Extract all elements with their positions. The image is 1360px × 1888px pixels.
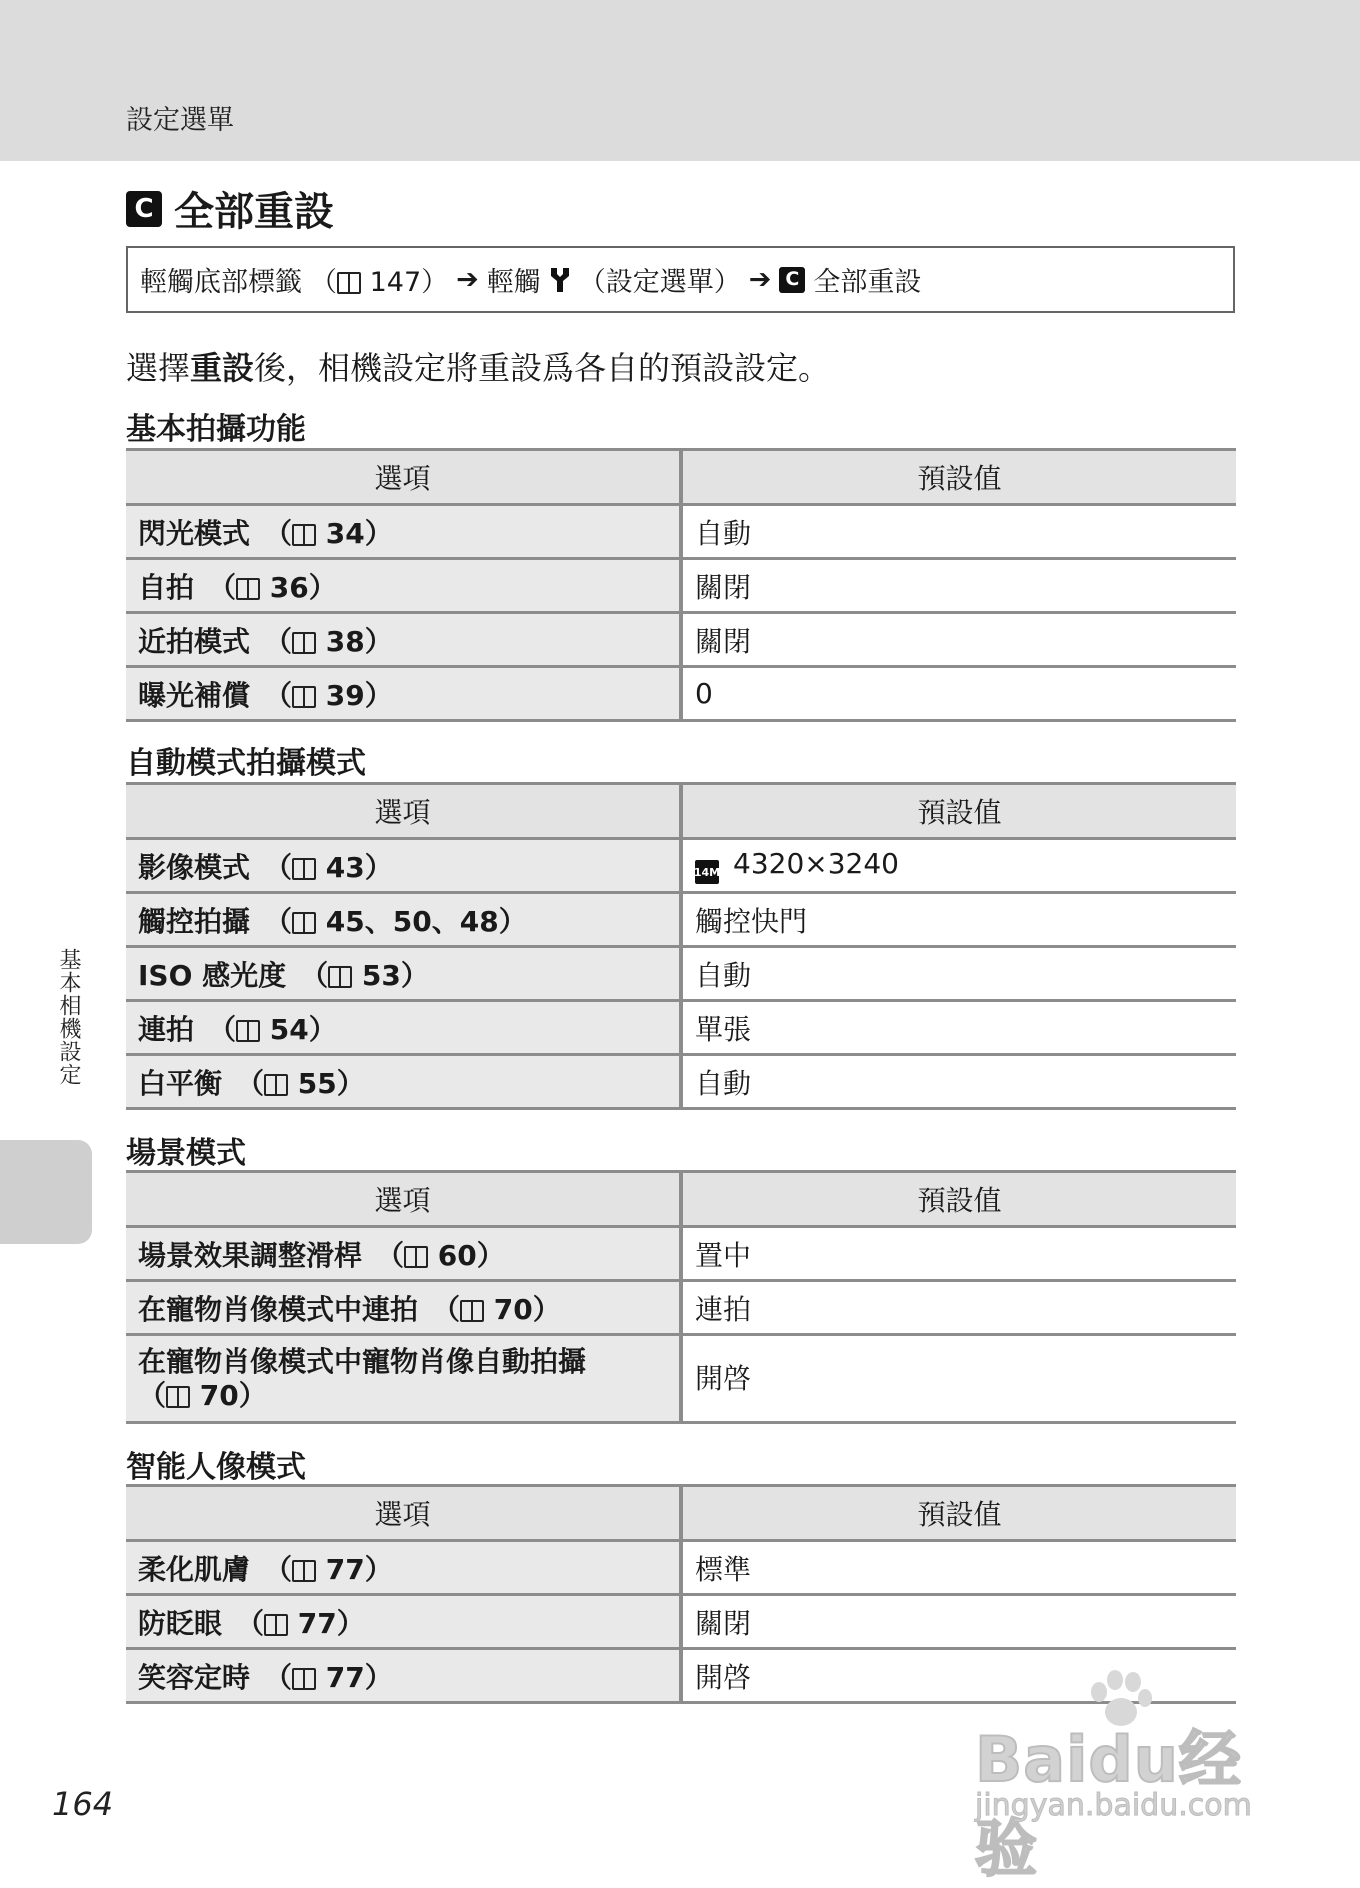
table-row — [126, 1055, 1236, 1109]
default-value-cell — [681, 667, 1236, 721]
baidu-watermark — [965, 1670, 1285, 1885]
option-cell — [126, 1649, 681, 1703]
default-value: 0 — [695, 677, 713, 710]
nav-step2-paren: （設定選單） — [578, 267, 741, 298]
watermark-main-text: Baidu经验 — [975, 1723, 1242, 1885]
column-header-option: 選項 — [126, 450, 681, 505]
default-value: 連拍 — [695, 1292, 752, 1326]
image-size-icon: 14M — [695, 860, 719, 884]
table-row — [126, 1335, 1236, 1423]
default-value-cell — [681, 839, 1236, 893]
default-value: 單張 — [695, 1012, 752, 1046]
default-value-cell — [681, 1595, 1236, 1649]
table-row — [126, 893, 1236, 947]
table-row — [126, 1541, 1236, 1595]
wrench-icon — [549, 267, 571, 293]
option-label: 觸控拍攝 — [138, 904, 251, 938]
table-row — [126, 839, 1236, 893]
table-row — [126, 613, 1236, 667]
option-cell — [126, 667, 681, 721]
page-reference: （ 45、50、48） — [250, 904, 527, 938]
default-value: 自動 — [695, 1066, 752, 1100]
option-cell — [126, 559, 681, 613]
page-reference: （ 43） — [250, 850, 393, 884]
settings-table — [126, 782, 1236, 1110]
option-cell — [126, 505, 681, 559]
default-value: 自動 — [695, 958, 752, 992]
book-icon — [337, 272, 361, 294]
book-icon — [292, 686, 316, 708]
option-cell — [126, 893, 681, 947]
book-icon — [292, 912, 316, 934]
page-number: 164 — [52, 1785, 114, 1823]
book-icon — [292, 524, 316, 546]
option-label: 在寵物肖像模式中連拍 — [138, 1292, 419, 1326]
nav-step1: 輕觸底部標籤 — [140, 267, 302, 298]
book-icon — [292, 858, 316, 880]
book-icon — [166, 1386, 190, 1408]
column-header-option: 選項 — [126, 784, 681, 839]
section-title: 自動模式拍攝模式 — [126, 746, 366, 781]
default-value-cell — [681, 947, 1236, 1001]
settings-table — [126, 448, 1236, 722]
option-cell — [126, 1281, 681, 1335]
default-value: 觸控快門 — [695, 904, 808, 938]
default-value: 開啓 — [695, 1660, 752, 1694]
default-value: 4320×3240 — [733, 846, 899, 880]
table-row — [126, 505, 1236, 559]
default-value: 自動 — [695, 516, 752, 550]
table-row — [126, 1227, 1236, 1281]
book-icon — [264, 1614, 288, 1636]
table-row — [126, 1001, 1236, 1055]
column-header-default: 預設值 — [681, 784, 1236, 839]
page-reference: （ 77） — [250, 1660, 393, 1694]
side-tab-label: 基本相機設定 — [56, 948, 81, 1086]
page-title-text: 全部重設 — [174, 189, 334, 235]
default-value-cell — [681, 1227, 1236, 1281]
option-label: ISO 感光度 — [138, 958, 287, 992]
book-icon — [292, 632, 316, 654]
option-cell — [126, 947, 681, 1001]
book-icon — [264, 1074, 288, 1096]
option-label: 近拍模式 — [138, 624, 251, 658]
book-icon — [236, 1020, 260, 1042]
settings-table — [126, 1170, 1236, 1424]
default-value-cell — [681, 1335, 1236, 1423]
page-reference: （ 60） — [362, 1238, 505, 1272]
option-label: 連拍 — [138, 1012, 195, 1046]
side-tab — [0, 1140, 92, 1244]
book-icon — [236, 578, 260, 600]
book-icon — [404, 1246, 428, 1268]
table-row — [126, 1281, 1236, 1335]
section-title: 基本拍攝功能 — [126, 412, 306, 447]
option-label: 白平衡 — [138, 1066, 223, 1100]
table-row — [126, 559, 1236, 613]
nav-step3: 全部重設 — [813, 267, 922, 298]
option-cell — [126, 1541, 681, 1595]
book-icon — [460, 1300, 484, 1322]
book-icon — [328, 966, 352, 988]
default-value-cell — [681, 1281, 1236, 1335]
section-title: 場景模式 — [126, 1136, 246, 1171]
option-cell — [126, 1055, 681, 1109]
page-reference: （ 34） — [250, 516, 393, 550]
default-value-cell — [681, 559, 1236, 613]
default-value: 標準 — [695, 1552, 752, 1586]
page-reference: （ 77） — [250, 1552, 393, 1586]
book-icon — [292, 1560, 316, 1582]
page-reference: （ 39） — [250, 678, 393, 712]
option-label: 影像模式 — [138, 850, 251, 884]
page-reference: （ 55） — [222, 1066, 365, 1100]
option-cell — [126, 613, 681, 667]
navigation-path-box — [126, 246, 1235, 313]
default-value: 關閉 — [695, 1606, 752, 1640]
option-label: 閃光模式 — [138, 516, 251, 550]
table-row — [126, 667, 1236, 721]
option-cell — [126, 839, 681, 893]
nav-step1-ref: （ 147） — [310, 267, 449, 298]
option-label: 曝光補償 — [138, 678, 251, 712]
page-reference: （ 38） — [250, 624, 393, 658]
page-reference: （ 70） — [138, 1378, 267, 1412]
option-label: 笑容定時 — [138, 1660, 251, 1694]
option-label: 場景效果調整滑桿 — [138, 1238, 363, 1272]
option-label: 防眨眼 — [138, 1606, 223, 1640]
option-cell — [126, 1335, 681, 1423]
column-header-default: 預設值 — [681, 1486, 1236, 1541]
option-cell — [126, 1595, 681, 1649]
default-value: 置中 — [695, 1238, 752, 1272]
option-label: 在寵物肖像模式中寵物肖像自動拍攝 — [138, 1344, 587, 1378]
column-header-default: 預設值 — [681, 450, 1236, 505]
page-reference: （ 53） — [286, 958, 429, 992]
intro-bold-reset: 重設 — [190, 349, 255, 387]
page-reference: （ 36） — [194, 570, 337, 604]
page-reference: （ 77） — [222, 1606, 365, 1640]
option-cell — [126, 1001, 681, 1055]
page-reference: （ 70） — [418, 1292, 561, 1326]
default-value-cell — [681, 505, 1236, 559]
option-cell — [126, 1227, 681, 1281]
setup-c-icon: C — [779, 267, 805, 293]
page-title — [126, 180, 334, 237]
table-row — [126, 1595, 1236, 1649]
default-value: 關閉 — [695, 570, 752, 604]
page-reference: （ 54） — [194, 1012, 337, 1046]
running-header: 設定選單 — [126, 105, 234, 136]
book-icon — [292, 1668, 316, 1690]
column-header-default: 預設值 — [681, 1172, 1236, 1227]
nav-step2: 輕觸 — [486, 267, 541, 298]
section-title: 智能人像模式 — [126, 1450, 306, 1485]
default-value-cell — [681, 1541, 1236, 1595]
intro-text: 選擇重設後，相機設定將重設爲各自的預設設定。 — [126, 349, 831, 387]
setup-c-icon: C — [126, 191, 162, 227]
default-value-cell — [681, 613, 1236, 667]
default-value-cell — [681, 1001, 1236, 1055]
default-value-cell — [681, 893, 1236, 947]
arrow-icon: ➔ — [748, 264, 772, 295]
option-label: 柔化肌膚 — [138, 1552, 251, 1586]
table-row — [126, 947, 1236, 1001]
option-label: 自拍 — [138, 570, 195, 604]
default-value-cell — [681, 1055, 1236, 1109]
arrow-icon: ➔ — [456, 264, 479, 295]
default-value: 關閉 — [695, 624, 752, 658]
default-value: 開啓 — [695, 1361, 752, 1395]
watermark-url: jingyan.baidu.com — [975, 1788, 1252, 1823]
column-header-option: 選項 — [126, 1172, 681, 1227]
column-header-option: 選項 — [126, 1486, 681, 1541]
